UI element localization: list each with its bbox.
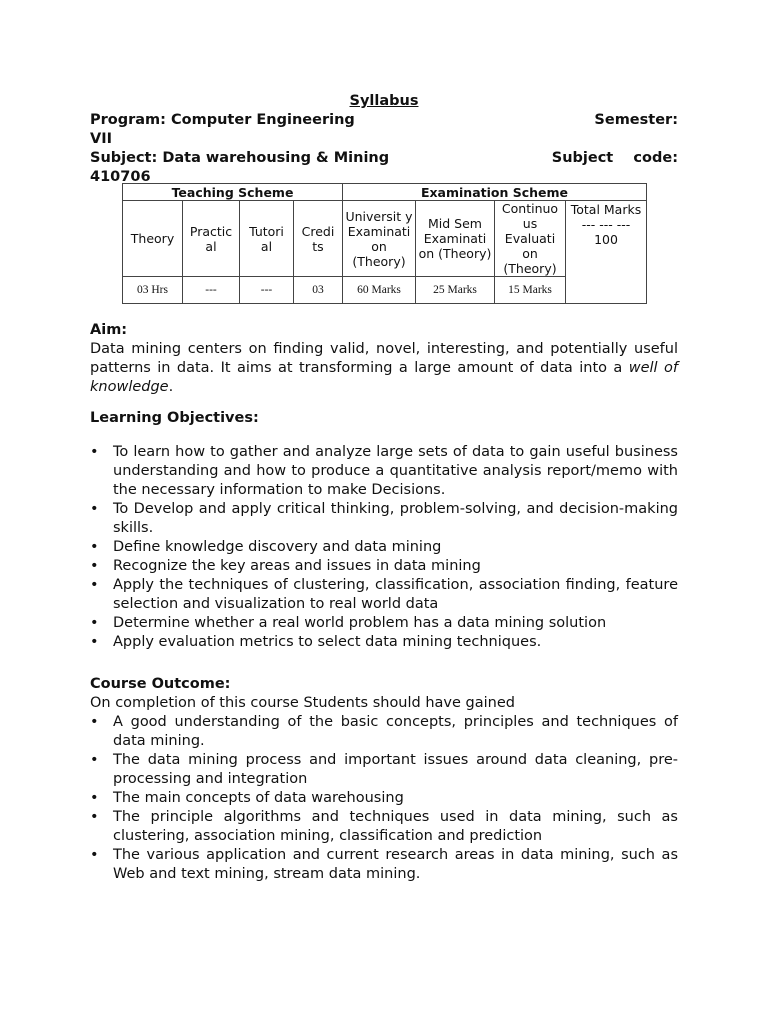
aim-heading: Aim: [90, 322, 128, 338]
semester-label: Semester: [594, 112, 678, 128]
aim-text [90, 340, 678, 397]
value-university: 60 Marks [343, 277, 416, 304]
subject-row [90, 149, 678, 168]
list-item: • Define knowledge discovery and data mining [90, 538, 678, 557]
program-row [90, 111, 678, 130]
scheme-table [122, 183, 647, 304]
outcome-heading: Course Outcome: [90, 676, 231, 692]
total-marks-label: Total Marks --- --- --- [570, 202, 642, 232]
aim-section [90, 321, 678, 397]
list-item: • To learn how to gather and analyze large sets of data to gain useful business understanding and how to produce a quantitative analysis report/memo with the necessary information to make Decisions. [90, 443, 678, 500]
value-midsem: 25 Marks [416, 277, 495, 304]
list-item: • Apply the techniques of clustering, classification, association finding, feature selection and visualization to real world data [90, 576, 678, 614]
semester-value: VII [90, 131, 113, 147]
aim-end: . [168, 379, 174, 395]
subject-code-label: Subject code: [551, 150, 678, 166]
col-continuous-eval: Continuo us Evaluati on (Theory) [495, 201, 566, 277]
value-practical: --- [183, 277, 240, 304]
program-label: Program: Computer Engineering [90, 112, 355, 128]
list-item: • The principle algorithms and techniques used in data mining, such as clustering, association mining, classification and prediction [90, 808, 678, 846]
examination-scheme-header: Examination Scheme [343, 184, 647, 201]
total-marks-value: 100 [594, 232, 618, 247]
list-item: • Determine whether a real world problem has a data mining solution [90, 614, 678, 633]
value-continuous: 15 Marks [495, 277, 566, 304]
outcome-intro: On completion of this course Students should have gained [90, 695, 515, 711]
objectives-list [90, 443, 678, 652]
outcome-section [90, 675, 678, 884]
list-item: • A good understanding of the basic concepts, principles and techniques of data mining. [90, 713, 678, 751]
objectives-heading: Learning Objectives: [90, 410, 259, 426]
list-item: • The various application and current research areas in data mining, such as Web and text mining, stream data mining. [90, 846, 678, 884]
col-university-exam: Universit y Examinati on (Theory) [343, 201, 416, 277]
value-tutorial: --- [240, 277, 294, 304]
value-credits: 03 [294, 277, 343, 304]
list-item: • Recognize the key areas and issues in data mining [90, 557, 678, 576]
teaching-scheme-header: Teaching Scheme [123, 184, 343, 201]
aim-emphasis: well of knowledge [90, 360, 678, 395]
list-item: • To Develop and apply critical thinking, problem-solving, and decision-making skills. [90, 500, 678, 538]
list-item: • Apply evaluation metrics to select data mining techniques. [90, 633, 678, 652]
col-total-marks [566, 201, 647, 304]
subject-code-value: 410706 [90, 169, 151, 185]
column-header-row [123, 201, 647, 277]
col-midsem-exam: Mid Sem Examinati on (Theory) [416, 201, 495, 277]
col-credits: Credi ts [294, 201, 343, 277]
col-theory: Theory [123, 201, 183, 277]
aim-body: Data mining centers on finding valid, novel, interesting, and potentially useful patterns in data. It aims at transforming a large amount of data into a [90, 341, 678, 376]
subject-label: Subject: Data warehousing & Mining [90, 150, 390, 166]
list-item: • The main concepts of data warehousing [90, 789, 678, 808]
header-block [90, 92, 678, 187]
value-theory: 03 Hrs [123, 277, 183, 304]
col-practical: Practic al [183, 201, 240, 277]
page-title: Syllabus [349, 93, 419, 109]
list-item: • The data mining process and important issues around data cleaning, pre-processing and integration [90, 751, 678, 789]
outcome-list [90, 713, 678, 884]
col-tutorial: Tutori al [240, 201, 294, 277]
group-header-row [123, 184, 647, 201]
objectives-section [90, 409, 678, 652]
